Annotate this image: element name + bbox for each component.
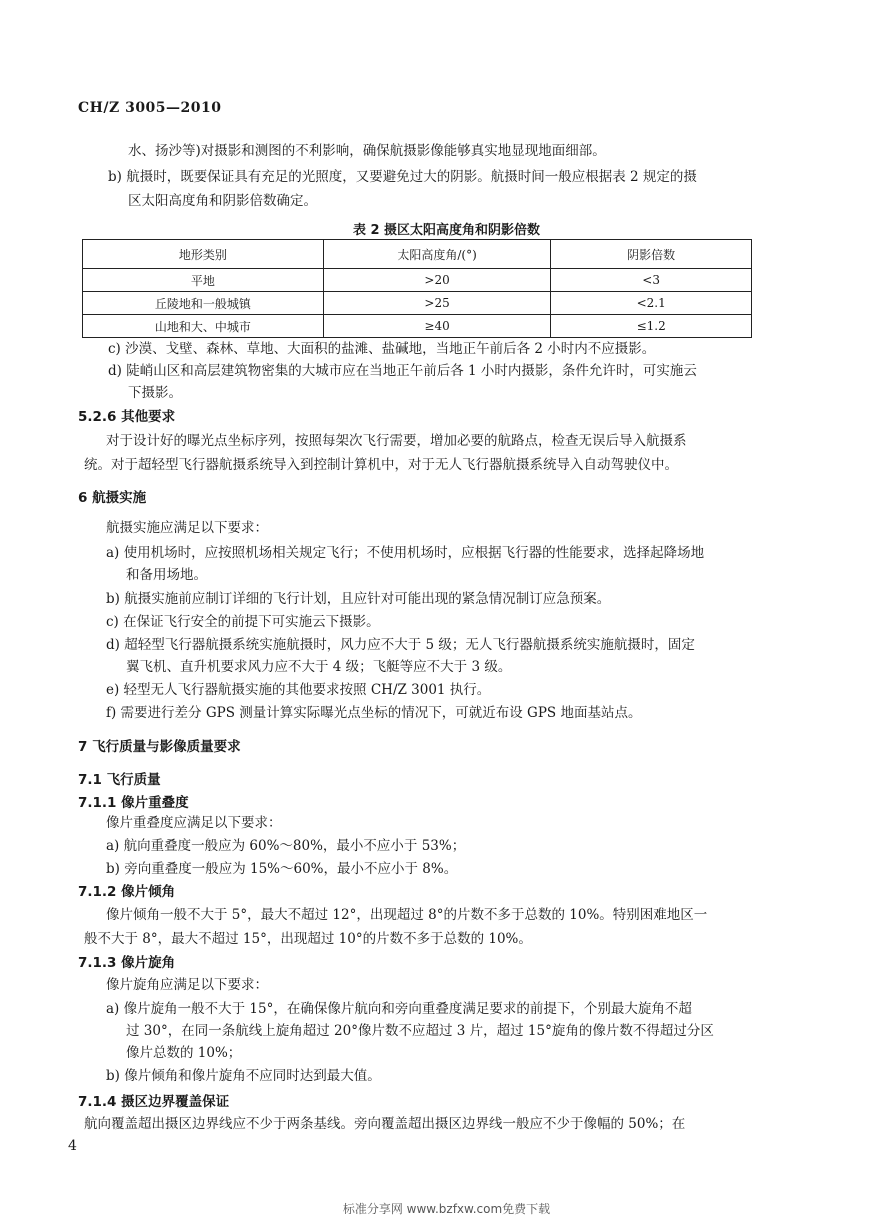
section-heading-7: 7 飞行质量与影像质量要求 bbox=[78, 739, 241, 755]
table-cell: 山地和大、中城市 bbox=[83, 315, 324, 338]
list-item-d: d) 陡峭山区和高层建筑物密集的大城市应在当地正午前后各 1 小时内摄影，条件允许时，可实施云 bbox=[108, 363, 697, 379]
document-header: CH/Z 3005—2010 bbox=[78, 100, 222, 116]
paragraph-line: 翼飞机、直升机要求风力应不大于 4 级；飞艇等应不大于 3 级。 bbox=[126, 659, 512, 675]
paragraph-line: 过 30°，在同一条航线上旋角超过 20°像片数不应超过 3 片，超过 15°旋角的像片数不得超过分区 bbox=[126, 1023, 714, 1039]
list-item-a: a) 像片旋角一般不大于 15°，在确保像片航向和旁向重叠度满足要求的前提下，个别最大旋角不超 bbox=[106, 1001, 692, 1017]
table-caption: 表 2 摄区太阳高度角和阴影倍数 bbox=[352, 223, 541, 238]
table-cell: 丘陵地和一般城镇 bbox=[83, 292, 324, 315]
table-cell: ≥40 bbox=[323, 315, 550, 338]
table-cell: >20 bbox=[323, 269, 550, 292]
paragraph-line: 航向覆盖超出摄区边界线应不少于两条基线。旁向覆盖超出摄区边界线一般应不少于像幅的 50%；在 bbox=[84, 1116, 686, 1132]
table-sun-angle bbox=[82, 239, 752, 338]
paragraph-line: 统。对于超轻型飞行器航摄系统导入到控制计算机中，对于无人飞行器航摄系统导入自动驾驶仪中。 bbox=[84, 457, 678, 473]
footer-watermark: 标准分享网 www.bzfxw.com免费下载 bbox=[342, 1202, 551, 1216]
table-header-cell: 地形类别 bbox=[83, 240, 324, 269]
table-header-row bbox=[83, 240, 752, 269]
list-item-b: b) 旁向重叠度一般应为 15%～60%，最小不应小于 8%。 bbox=[106, 861, 458, 877]
section-heading-6: 6 航摄实施 bbox=[78, 490, 147, 506]
paragraph-line: 对于设计好的曝光点坐标序列，按照每架次飞行需要，增加必要的航路点，检查无误后导入航摄系 bbox=[106, 433, 687, 449]
list-item-e: e) 轻型无人飞行器航摄实施的其他要求按照 CH/Z 3001 执行。 bbox=[106, 682, 491, 698]
table-cell: <2.1 bbox=[551, 292, 752, 315]
paragraph-line: 区太阳高度角和阴影倍数确定。 bbox=[128, 193, 317, 209]
table-cell: <3 bbox=[551, 269, 752, 292]
table-header-cell: 太阳高度角/(°) bbox=[323, 240, 550, 269]
list-item-b: b) 像片倾角和像片旋角不应同时达到最大值。 bbox=[106, 1068, 381, 1084]
list-item-c: c) 在保证飞行安全的前提下可实施云下摄影。 bbox=[106, 614, 380, 630]
table-cell: ≤1.2 bbox=[551, 315, 752, 338]
section-heading-5-2-6: 5.2.6 其他要求 bbox=[78, 409, 176, 425]
table-cell: >25 bbox=[323, 292, 550, 315]
list-item-b: b) 航摄实施前应制订详细的飞行计划，且应针对可能出现的紧急情况制订应急预案。 bbox=[106, 591, 611, 607]
table-cell: 平地 bbox=[83, 269, 324, 292]
paragraph-line: 像片旋角应满足以下要求： bbox=[106, 977, 268, 993]
page-number: 4 bbox=[68, 1138, 77, 1154]
section-heading-7-1-1: 7.1.1 像片重叠度 bbox=[78, 795, 189, 811]
paragraph-line: 像片重叠度应满足以下要求： bbox=[106, 815, 282, 831]
section-heading-7-1-3: 7.1.3 像片旋角 bbox=[78, 955, 176, 971]
paragraph-line: 航摄实施应满足以下要求： bbox=[106, 520, 268, 536]
paragraph-line: 和备用场地。 bbox=[126, 567, 207, 583]
paragraph-line: 像片倾角一般不大于 5°，最大不超过 12°，出现超过 8°的片数不多于总数的 10%。特别困难地区一 bbox=[106, 907, 708, 923]
table-row bbox=[83, 269, 752, 292]
paragraph-line: 般不大于 8°，最大不超过 15°，出现超过 10°的片数不多于总数的 10%。 bbox=[84, 931, 532, 947]
section-heading-7-1: 7.1 飞行质量 bbox=[78, 772, 161, 788]
paragraph-line: 水、扬沙等)对摄影和测图的不利影响，确保航摄影像能够真实地显现地面细部。 bbox=[128, 143, 606, 159]
table-row bbox=[83, 292, 752, 315]
paragraph-line: 像片总数的 10%； bbox=[126, 1045, 242, 1061]
section-heading-7-1-4: 7.1.4 摄区边界覆盖保证 bbox=[78, 1094, 230, 1110]
list-item-f: f) 需要进行差分 GPS 测量计算实际曝光点坐标的情况下，可就近布设 GPS 地面基站点。 bbox=[106, 705, 642, 721]
list-item-b: b) 航摄时，既要保证具有充足的光照度，又要避免过大的阴影。航摄时间一般应根据表 2 规定的摄 bbox=[108, 169, 697, 185]
list-item-a: a) 航向重叠度一般应为 60%～80%，最小不应小于 53%； bbox=[106, 838, 466, 854]
list-item-c: c) 沙漠、戈壁、森林、草地、大面积的盐滩、盐碱地，当地正午前后各 2 小时内不应摄影。 bbox=[108, 341, 656, 357]
paragraph-line: 下摄影。 bbox=[128, 385, 182, 401]
section-heading-7-1-2: 7.1.2 像片倾角 bbox=[78, 884, 176, 900]
list-item-d: d) 超轻型飞行器航摄系统实施航摄时，风力应不大于 5 级；无人飞行器航摄系统实施航摄时，固定 bbox=[106, 637, 695, 653]
list-item-a: a) 使用机场时，应按照机场相关规定飞行；不使用机场时，应根据飞行器的性能要求，选择起降场地 bbox=[106, 545, 705, 561]
table-row bbox=[83, 315, 752, 338]
table-header-cell: 阴影倍数 bbox=[551, 240, 752, 269]
